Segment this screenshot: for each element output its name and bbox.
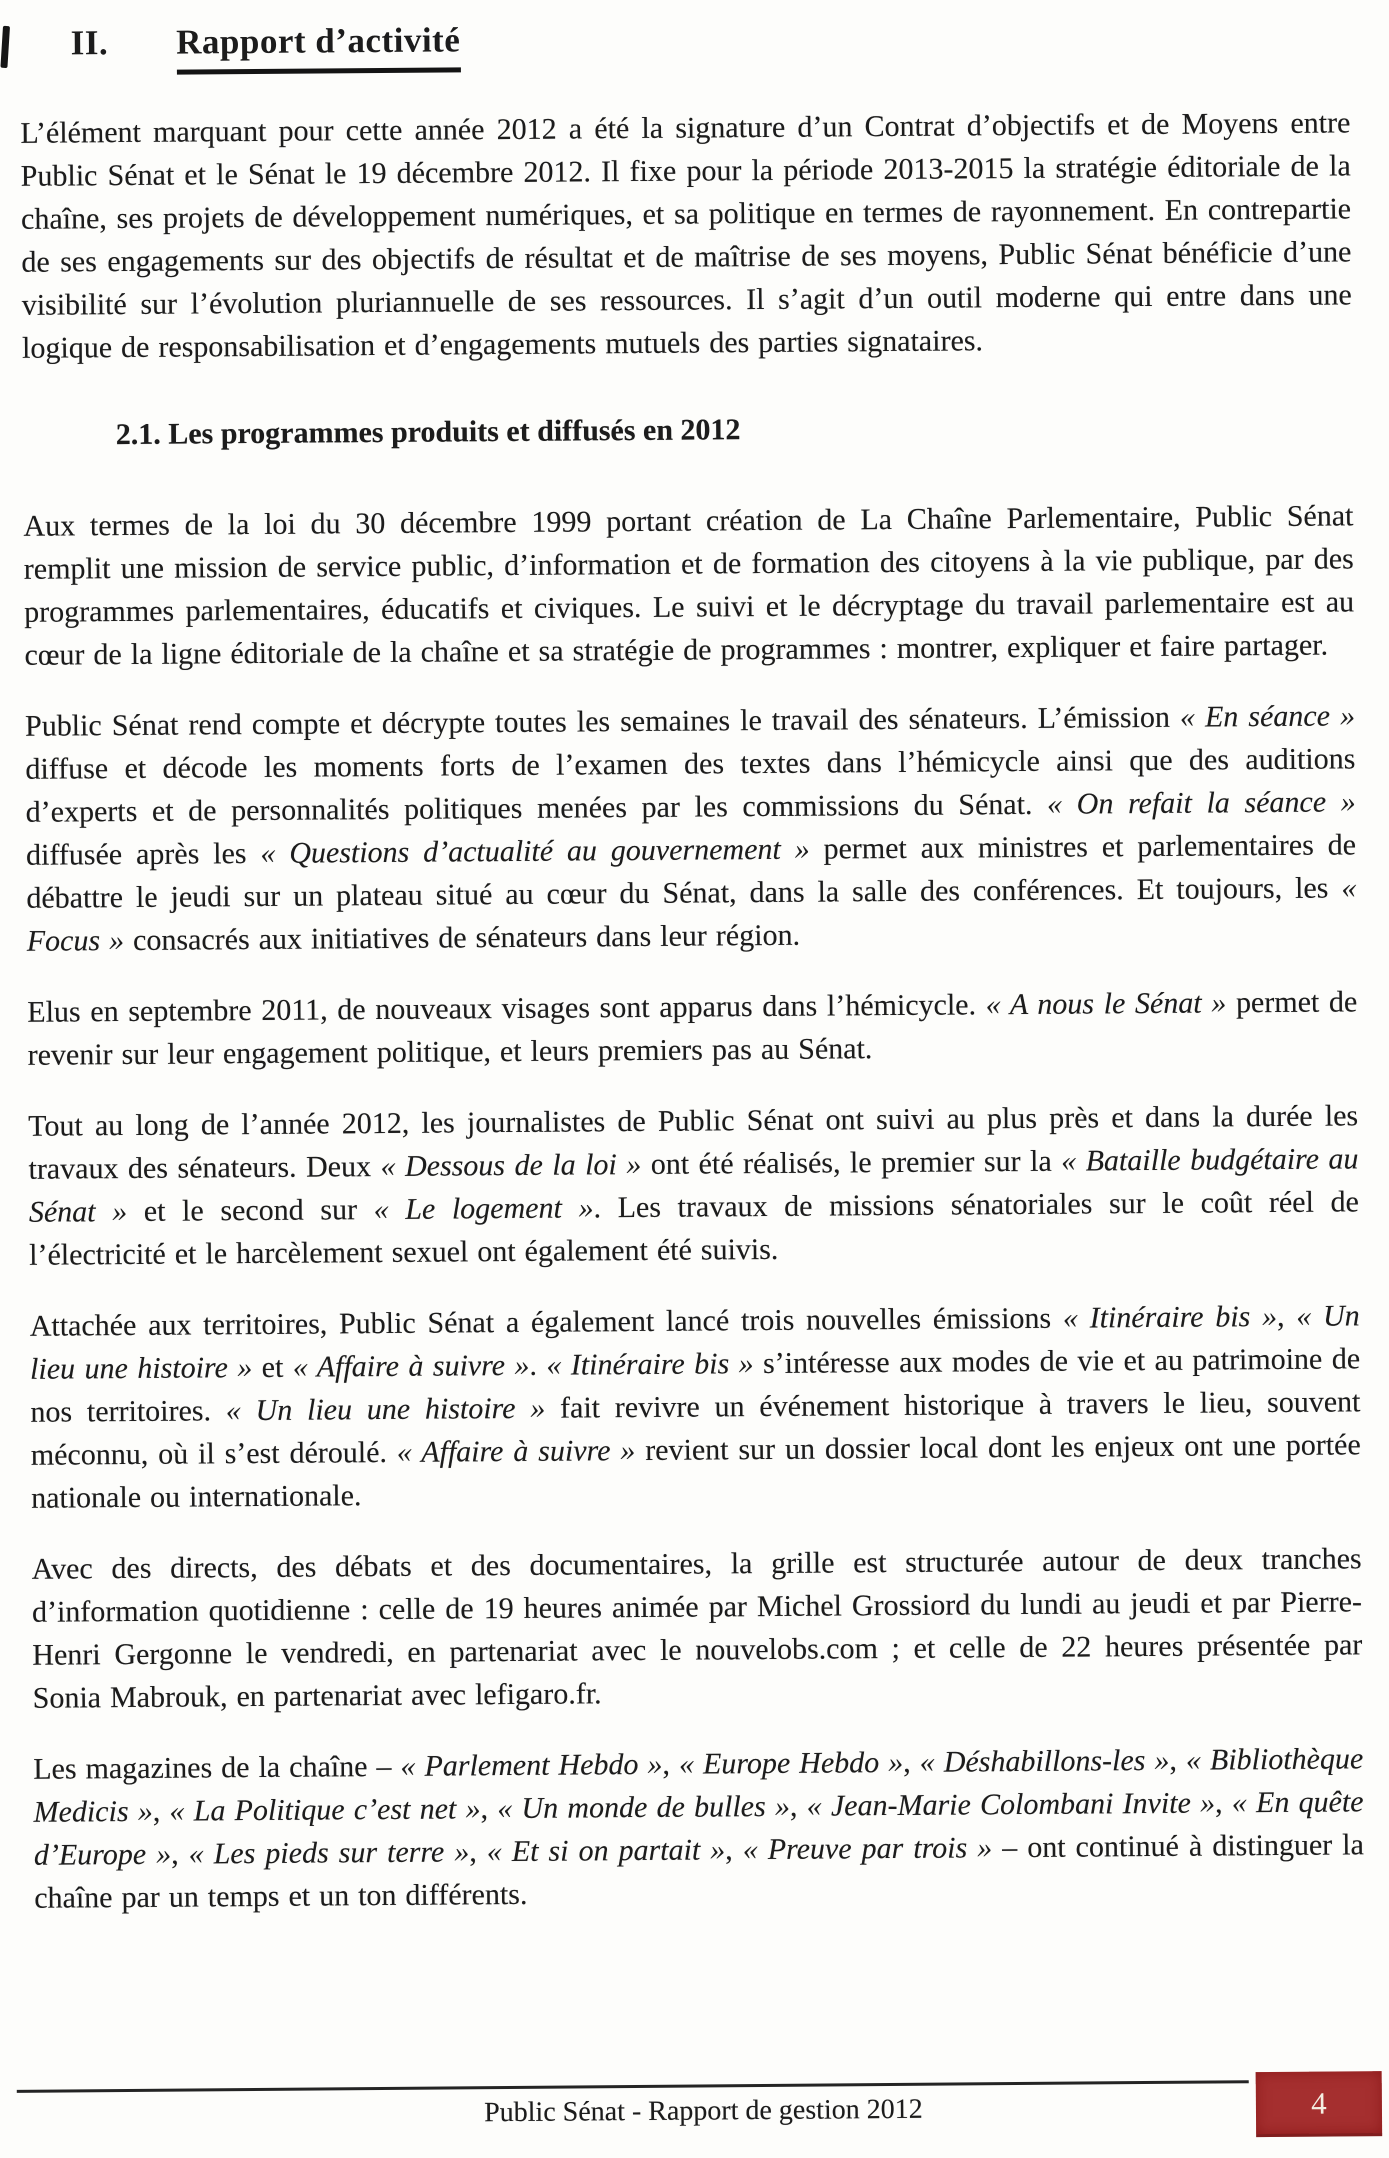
paragraph-grille-information: Avec des directs, des débats et des documentaires, la grille est structurée autour de deux tranches d’information quotidienne : celle de 19 heures animée par Michel Grossiord du lundi au jeudi et par Pierre-Henri Gergonne le vendredi, en partenariat avec le nouvelobs.com ; et celle de 22 heures présentée par Sonia Mabrouk, en partenariat avec lefigaro.fr.: [31, 1542, 1363, 1715]
paragraph-magazines: Les magazines de la chaîne – « Parlement Hebdo », « Europe Hebdo », « Déshabillons-les », « Bibliothèque Medicis », « La Politique c’est net », « Un monde de bulles », « Jean-Marie Colombani Invite », « En quête d’Europe », « Les pieds sur terre », « Et si on partait », « Preuve par trois » – ont continué à distinguer la chaîne par un temps et un ton différents.: [33, 1742, 1365, 1915]
paragraph-contrat-objectifs: L’élément marquant pour cette année 2012 a été la signature d’un Contrat d’objectifs et de Moyens entre Public Sénat et le Sénat le 19 décembre 2012. Il fixe pour la période 2013-2015 la stratégie éditoriale de la chaîne, ses projets de développement numériques, et sa politique en termes de rayonnement. En contrepartie de ses engagements sur des objectifs de résultat et de maîtrise de ses moyens, Public Sénat bénéficie d’une visibilité sur l’évolution pluriannuelle de ses ressources. Il s’agit d’un outil moderne qui entre dans une logique de responsabilisation et d’engagements mutuels des parties signataires.: [20, 106, 1352, 365]
paragraph-a-nous-le-senat: Elus en septembre 2011, de nouveaux visages sont apparus dans l’hémicycle. « A nous le Sénat » permet de revenir sur leur engagement politique, et leurs premiers pas au Sénat.: [27, 985, 1358, 1072]
scan-edge-artifact: [0, 26, 10, 68]
section-heading: [71, 9, 1350, 75]
section-title: Rapport d’activité: [176, 16, 461, 74]
footer-text: Public Sénat - Rapport de gestion 2012: [484, 2093, 923, 2129]
paragraph-nouvelles-emissions: Attachée aux territoires, Public Sénat a également lancé trois nouvelles émissions « Itinéraire bis », « Un lieu une histoire » et « Affaire à suivre ». « Itinéraire bis » s’intéresse aux modes de vie et au patrimoine de nos territoires. « Un lieu une histoire » fait revivre un événement historique à travers le lieu, souvent méconnu, où il s’est déroulé. « Affaire à suivre » revient sur un dossier local dont les enjeux ont une portée nationale ou internationale.: [29, 1299, 1361, 1515]
paragraph-dessous-de-la-loi: Tout au long de l’année 2012, les journalistes de Public Sénat ont suivi au plus près et dans la durée les travaux des sénateurs. Deux « Dessous de la loi » ont été réalisés, le premier sur la « Bataille budgétaire au Sénat » et le second sur « Le logement ». Les travaux de missions sénatoriales sur le coût réel de l’électricité et le harcèlement sexuel ont également été suivis.: [28, 1099, 1359, 1272]
page-number-box: [1256, 2071, 1383, 2137]
paragraph-loi-1999: Aux termes de la loi du 30 décembre 1999 portant création de La Chaîne Parlementaire, Public Sénat remplit une mission de service public, d’information et de formation des citoyens à la vie publique, par des programmes parlementaires, éducatifs et civiques. Le suivi et le décryptage du travail parlementaire est au cœur de la ligne éditoriale de la chaîne et sa stratégie de programmes : montrer, expliquer et faire partager.: [23, 499, 1355, 672]
subsection-heading: 2.1. Les programmes produits et diffusés en 2012: [115, 413, 741, 452]
paragraph-emissions-hebdo: Public Sénat rend compte et décrypte toutes les semaines le travail des sénateurs. L’émission « En séance » diffuse et décode les moments forts de l’examen des textes dans l’hémicycle ainsi que des auditions d’experts et de personnalités politiques menées par les commissions du Sénat. « On refait la séance » diffusée après les « Questions d’actualité au gouvernement » permet aux ministres et parlementaires de débattre le jeudi sur un plateau situé au cœur du Sénat, dans la salle des conférences. Et toujours, les « Focus » consacrés aux initiatives de sénateurs dans leur région.: [24, 699, 1357, 958]
section-numeral: II.: [70, 23, 109, 63]
page-number: 4: [1311, 2085, 1327, 2121]
